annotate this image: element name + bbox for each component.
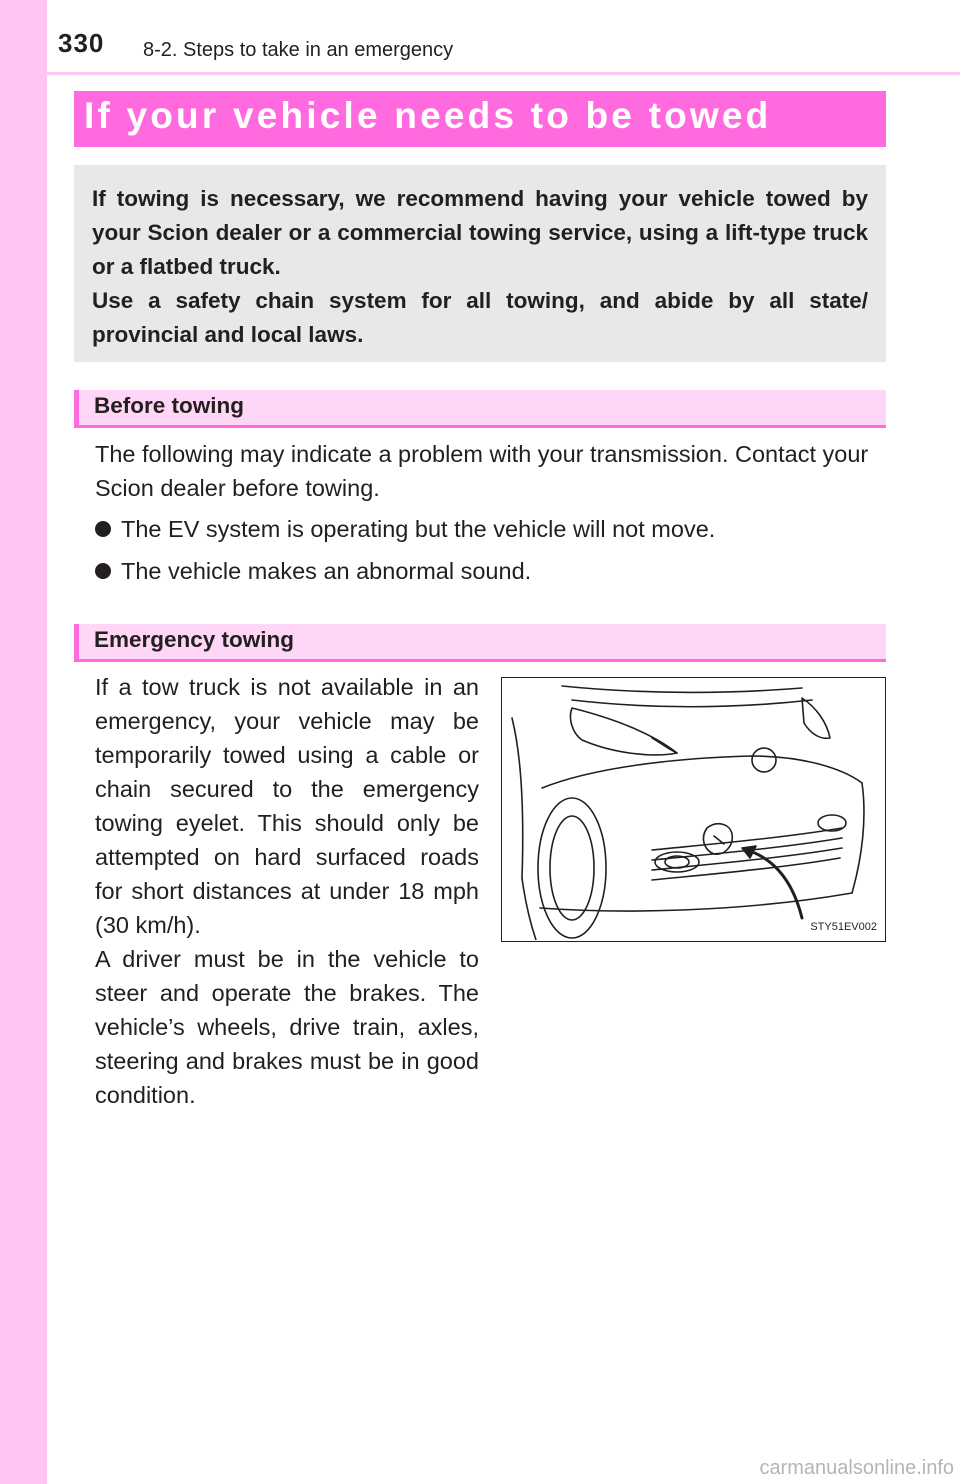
emergency-paragraph-2: A driver must be in the vehicle to steer and operate the brakes. The vehicle’s wheels, drive train, axles, steering and brakes must be in good condition.	[95, 946, 479, 1108]
emergency-towing-heading-bar	[74, 624, 886, 662]
watermark: carmanualsonline.info	[759, 1457, 954, 1479]
before-towing-heading: Before towing	[94, 393, 244, 418]
page-title-bar	[74, 91, 886, 147]
bullet-icon	[95, 521, 111, 537]
intro-box	[74, 165, 886, 362]
car-front-drawing	[502, 678, 884, 940]
emergency-paragraph-1: If a tow truck is not available in an emergency, your vehicle may be temporarily towed using a cable or chain secured to the emergency towing eyelet. This should only be attempted on hard surfaced roads for short distances at under 18 mph (30 km/h).	[95, 674, 479, 938]
list-item	[95, 512, 715, 546]
figure-code: STY51EV002	[810, 921, 877, 933]
header-rule	[47, 72, 960, 75]
before-towing-paragraph: The following may indicate a problem with your transmission. Contact your Scion dealer before towing.	[95, 441, 869, 501]
bullet-text: The vehicle makes an abnormal sound.	[121, 558, 532, 584]
bullet-text: The EV system is operating but the vehicle will not move.	[121, 516, 716, 542]
emergency-towing-text	[95, 670, 479, 1112]
emergency-towing-heading: Emergency towing	[94, 627, 295, 652]
intro-line-2: Use a safety chain system for all towing, and abide by all state/ provincial and local laws.	[92, 288, 868, 347]
before-towing-heading-bar	[74, 390, 886, 428]
intro-line-1: If towing is necessary, we recommend having your vehicle towed by your Scion dealer or a commercial towing service, using a lift-type truck or a flatbed truck.	[92, 186, 868, 279]
towing-eyelet-illustration	[501, 677, 886, 942]
page-title: If your vehicle needs to be towed	[84, 95, 772, 136]
bullet-icon	[95, 563, 111, 579]
section-header: 8-2. Steps to take in an emergency	[143, 39, 454, 61]
before-towing-text	[95, 437, 885, 505]
side-color-strip	[0, 0, 47, 1484]
page-number: 330	[58, 28, 105, 58]
list-item	[95, 554, 531, 588]
